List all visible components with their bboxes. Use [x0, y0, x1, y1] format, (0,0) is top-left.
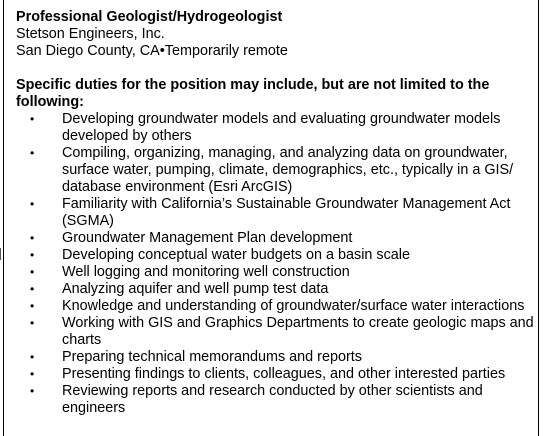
list-item: [16, 230, 536, 247]
list-item: [16, 247, 536, 264]
list-item: [16, 383, 536, 417]
bullet-icon: •: [30, 384, 35, 398]
bullet-icon: •: [30, 231, 35, 245]
list-item: [16, 315, 536, 349]
list-item: [16, 196, 536, 230]
duty-text: Reviewing reports and research conducted by other scientists and engineers: [62, 383, 483, 416]
duty-text: Knowledge and understanding of groundwater/surface water interactions: [62, 298, 525, 314]
list-item: [16, 281, 536, 298]
list-item: [16, 366, 536, 383]
list-item: [16, 264, 536, 281]
list-item: [16, 111, 536, 145]
duty-text: Well logging and monitoring well construction: [62, 264, 350, 280]
duties-list: [16, 111, 536, 417]
bullet-icon: •: [30, 316, 35, 330]
page-edge-mark: [0, 248, 1, 260]
document-frame: [3, 0, 539, 436]
duty-text: Working with GIS and Graphics Departments to create geologic maps and charts: [62, 315, 534, 348]
duty-text: Analyzing aquifer and well pump test data: [62, 281, 329, 297]
duties-heading: Specific duties for the position may include, but are not limited to the following:: [16, 77, 490, 110]
duty-text: Familiarity with California’s Sustainable Groundwater Management Act (SGMA): [62, 196, 511, 229]
duty-text: Developing conceptual water budgets on a basin scale: [62, 247, 411, 263]
bullet-icon: •: [30, 248, 35, 262]
bullet-icon: •: [30, 112, 35, 126]
duty-text: Preparing technical memorandums and reports: [62, 349, 362, 365]
bullet-icon: •: [30, 146, 35, 160]
list-item: [16, 145, 536, 196]
company-name: Stetson Engineers, Inc.: [16, 26, 165, 42]
bullet-icon: •: [30, 350, 35, 364]
bullet-icon: •: [30, 299, 35, 313]
bullet-icon: •: [30, 265, 35, 279]
duty-text: Presenting findings to clients, colleagues, and other interested parties: [62, 366, 506, 382]
job-title: Professional Geologist/Hydrogeologist: [16, 9, 283, 25]
duty-text: Groundwater Management Plan development: [62, 230, 353, 246]
duty-text: Developing groundwater models and evaluating groundwater models developed by others: [62, 111, 501, 144]
list-item: [16, 349, 536, 366]
bullet-icon: •: [30, 197, 35, 211]
bullet-icon: •: [30, 282, 35, 296]
bullet-icon: •: [30, 367, 35, 381]
list-item: [16, 298, 536, 315]
job-posting: [16, 9, 536, 417]
duty-text: Compiling, organizing, managing, and analyzing data on groundwater, surface water, pumping, climate, demographics, etc., typically in a GIS/ database environment (Esri ArcGIS): [62, 145, 514, 195]
job-location: San Diego County, CA•Temporarily remote: [16, 43, 288, 59]
